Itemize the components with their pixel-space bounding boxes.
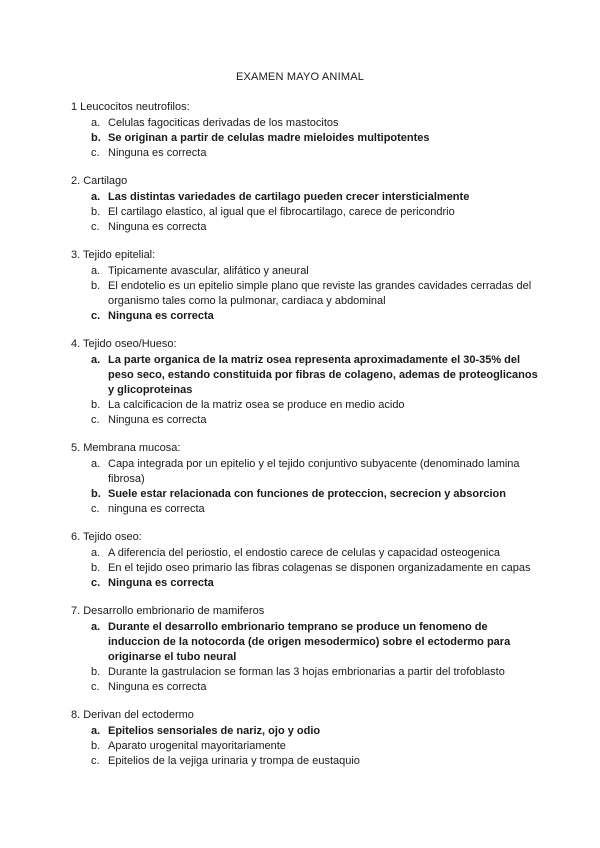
option-item — [71, 398, 541, 413]
option-list — [71, 546, 541, 591]
option-text: El endotelio es un epitelio simple plano que reviste las grandes cavidades cerradas del organismo tales como la pulmonar, cardiaca y abdominal — [108, 280, 532, 307]
option-text: Celulas fagociticas derivadas de los mastocitos — [108, 117, 339, 129]
option-letter: c. — [91, 147, 100, 159]
option-text: La parte organica de la matriz osea representa aproximadamente el 30-35% del peso seco, estando constituida por fibras de colageno, ademas de proteoglicanos y glicoproteinas — [108, 354, 538, 396]
question-list — [71, 100, 541, 782]
option-item-correct — [71, 487, 541, 502]
option-item — [71, 116, 541, 131]
option-text: Se originan a partir de celulas madre mieloides multipotentes — [108, 132, 430, 144]
question-block — [71, 100, 541, 161]
question-block — [71, 174, 541, 235]
option-text: La calcificacion de la matriz osea se produce en medio acido — [108, 399, 405, 411]
option-list — [71, 116, 541, 161]
option-letter: b. — [91, 399, 101, 411]
option-item — [71, 413, 541, 428]
question-block — [71, 337, 541, 428]
option-letter: a. — [91, 621, 101, 633]
option-letter: a. — [91, 725, 101, 737]
option-text: Las distintas variedades de cartilago pueden crecer intersticialmente — [108, 191, 470, 203]
option-text: El cartilago elastico, al igual que el fibrocartilago, carece de pericondrio — [108, 206, 455, 218]
option-letter: b. — [91, 132, 101, 144]
option-text: ninguna es correcta — [108, 503, 205, 515]
option-letter: a. — [91, 117, 101, 129]
option-letter: b. — [91, 488, 101, 500]
option-text: Ninguna es correcta — [108, 147, 207, 159]
option-item — [71, 546, 541, 561]
option-list — [71, 724, 541, 769]
option-text: Ninguna es correcta — [108, 310, 214, 322]
option-list — [71, 264, 541, 324]
question-block — [71, 248, 541, 324]
option-letter: a. — [91, 354, 101, 366]
option-item-correct — [71, 353, 541, 398]
option-letter: c. — [91, 681, 100, 693]
question-block — [71, 441, 541, 517]
question-block — [71, 604, 541, 695]
question-text: 2. Cartilago — [71, 175, 128, 187]
option-item — [71, 279, 541, 309]
question-text: 4. Tejido oseo/Hueso: — [71, 338, 177, 350]
option-text: Durante el desarrollo embrionario temprano se produce un fenomeno de induccion de la notocorda (de origen mesodermico) sobre el ectodermo para originarse el tubo neural — [108, 621, 511, 663]
option-letter: a. — [91, 191, 101, 203]
option-letter: c. — [91, 577, 101, 589]
option-item — [71, 457, 541, 487]
option-list — [71, 353, 541, 428]
option-letter: b. — [91, 666, 101, 678]
question-text: 5. Membrana mucosa: — [71, 442, 181, 454]
option-letter: c. — [91, 503, 100, 515]
option-item — [71, 205, 541, 220]
option-item — [71, 739, 541, 754]
question-text: 8. Derivan del ectodermo — [71, 709, 194, 721]
option-item-correct — [71, 131, 541, 146]
option-text: A diferencia del periostio, el endostio carece de celulas y capacidad osteogenica — [108, 547, 500, 559]
option-text: Ninguna es correcta — [108, 681, 207, 693]
option-letter: b. — [91, 740, 101, 752]
option-item-correct — [71, 309, 541, 324]
option-item-correct — [71, 190, 541, 205]
option-text: Aparato urogenital mayoritariamente — [108, 740, 286, 752]
option-letter: b. — [91, 562, 101, 574]
question-text: 1 Leucocitos neutrofilos: — [71, 101, 190, 113]
question-text: 6. Tejido oseo: — [71, 531, 142, 543]
option-item — [71, 561, 541, 576]
question-text: 3. Tejido epitelial: — [71, 249, 156, 261]
option-text: Epitelios de la vejiga urinaria y trompa de eustaquio — [108, 755, 360, 767]
option-item — [71, 665, 541, 680]
question-text: 7. Desarrollo embrionario de mamiferos — [71, 605, 265, 617]
option-text: Suele estar relacionada con funciones de proteccion, secrecion y absorcion — [108, 488, 506, 500]
page-title: EXAMEN MAYO ANIMAL — [235, 71, 365, 83]
option-letter: c. — [91, 221, 100, 233]
option-item — [71, 680, 541, 695]
option-text: Capa integrada por un epitelio y el tejido conjuntivo subyacente (denominado lamina fibrosa) — [108, 458, 520, 485]
question-block — [71, 708, 541, 769]
option-item — [71, 146, 541, 161]
option-list — [71, 620, 541, 695]
option-text: Ninguna es correcta — [108, 414, 207, 426]
option-text: Durante la gastrulacion se forman las 3 hojas embrionarias a partir del trofoblasto — [108, 666, 505, 678]
option-list — [71, 457, 541, 517]
option-item — [71, 220, 541, 235]
option-text: Tipicamente avascular, alifático y aneural — [108, 265, 309, 277]
option-letter: a. — [91, 458, 101, 470]
option-text: Ninguna es correcta — [108, 221, 207, 233]
option-text: En el tejido oseo primario las fibras colagenas se disponen organizadamente en capas — [108, 562, 531, 574]
option-text: Epitelios sensoriales de nariz, ojo y odio — [108, 725, 321, 737]
option-letter: c. — [91, 414, 100, 426]
option-item-correct — [71, 576, 541, 591]
option-letter: b. — [91, 206, 101, 218]
option-list — [71, 190, 541, 235]
option-letter: b. — [91, 280, 101, 292]
option-letter: c. — [91, 755, 100, 767]
option-item-correct — [71, 620, 541, 665]
option-letter: a. — [91, 547, 101, 559]
option-item — [71, 502, 541, 517]
option-letter: a. — [91, 265, 101, 277]
option-letter: c. — [91, 310, 101, 322]
question-block — [71, 530, 541, 591]
option-text: Ninguna es correcta — [108, 577, 214, 589]
option-item — [71, 754, 541, 769]
option-item-correct — [71, 724, 541, 739]
option-item — [71, 264, 541, 279]
